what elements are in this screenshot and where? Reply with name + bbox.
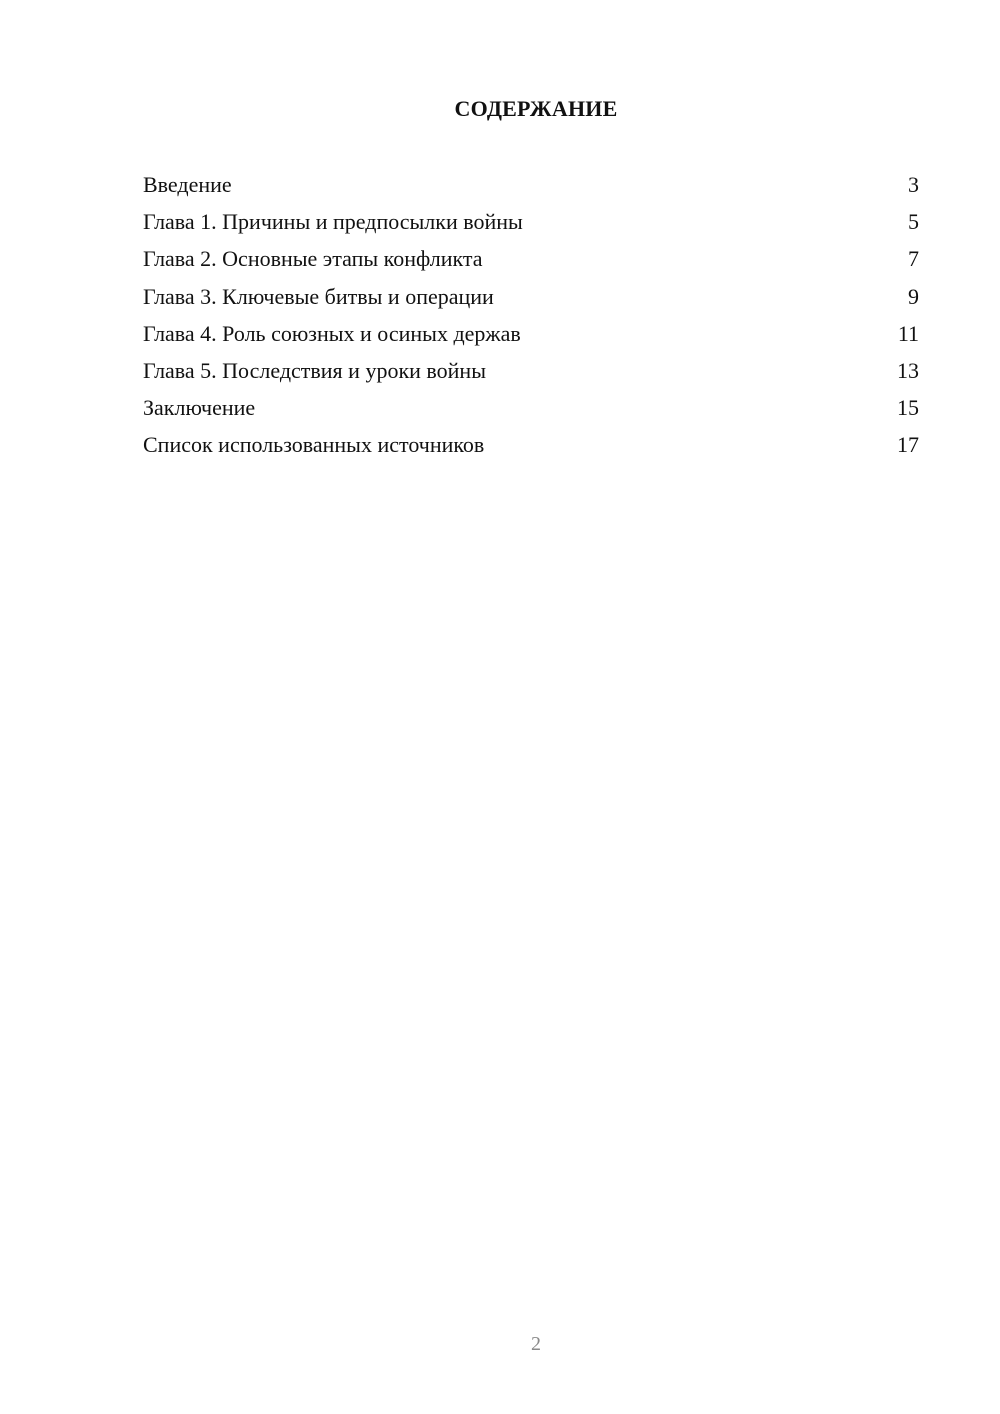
toc-entry-label: Глава 4. Роль союзных и осиных держав bbox=[143, 320, 521, 346]
toc-entry-page: 5 bbox=[908, 209, 919, 235]
toc-entry-chapter-2 bbox=[143, 240, 919, 277]
toc-title: СОДЕРЖАНИЕ bbox=[454, 96, 618, 121]
toc-entry-chapter-5 bbox=[143, 352, 919, 389]
toc-entry-label: Список использованных источников bbox=[143, 432, 485, 458]
toc-entry-page: 3 bbox=[908, 172, 919, 197]
toc-entry-page: 7 bbox=[908, 246, 919, 272]
toc-entry-label: Глава 2. Основные этапы конфликта bbox=[143, 246, 483, 272]
toc-entry-label: Введение bbox=[143, 172, 232, 197]
toc-entry-label: Глава 5. Последствия и уроки войны bbox=[143, 357, 486, 383]
toc-entry-page: 11 bbox=[897, 320, 919, 346]
toc-entry-label: Глава 1. Причины и предпосылки войны bbox=[143, 209, 523, 235]
toc-entry-page: 9 bbox=[908, 283, 919, 309]
toc-entry-conclusion bbox=[143, 389, 919, 426]
table-of-contents bbox=[143, 166, 919, 464]
toc-entry-label: Глава 3. Ключевые битвы и операции bbox=[143, 283, 494, 309]
toc-entry-introduction bbox=[143, 166, 919, 203]
toc-entry-chapter-1 bbox=[143, 203, 919, 240]
page-number: 2 bbox=[531, 1333, 541, 1355]
toc-entry-page: 13 bbox=[897, 357, 919, 383]
toc-entry-page: 17 bbox=[897, 432, 919, 458]
toc-entry-chapter-3 bbox=[143, 278, 919, 315]
toc-entry-chapter-4 bbox=[143, 315, 919, 352]
toc-entry-label: Заключение bbox=[143, 395, 256, 421]
toc-entry-page: 15 bbox=[897, 395, 919, 421]
toc-entry-references bbox=[143, 426, 919, 463]
